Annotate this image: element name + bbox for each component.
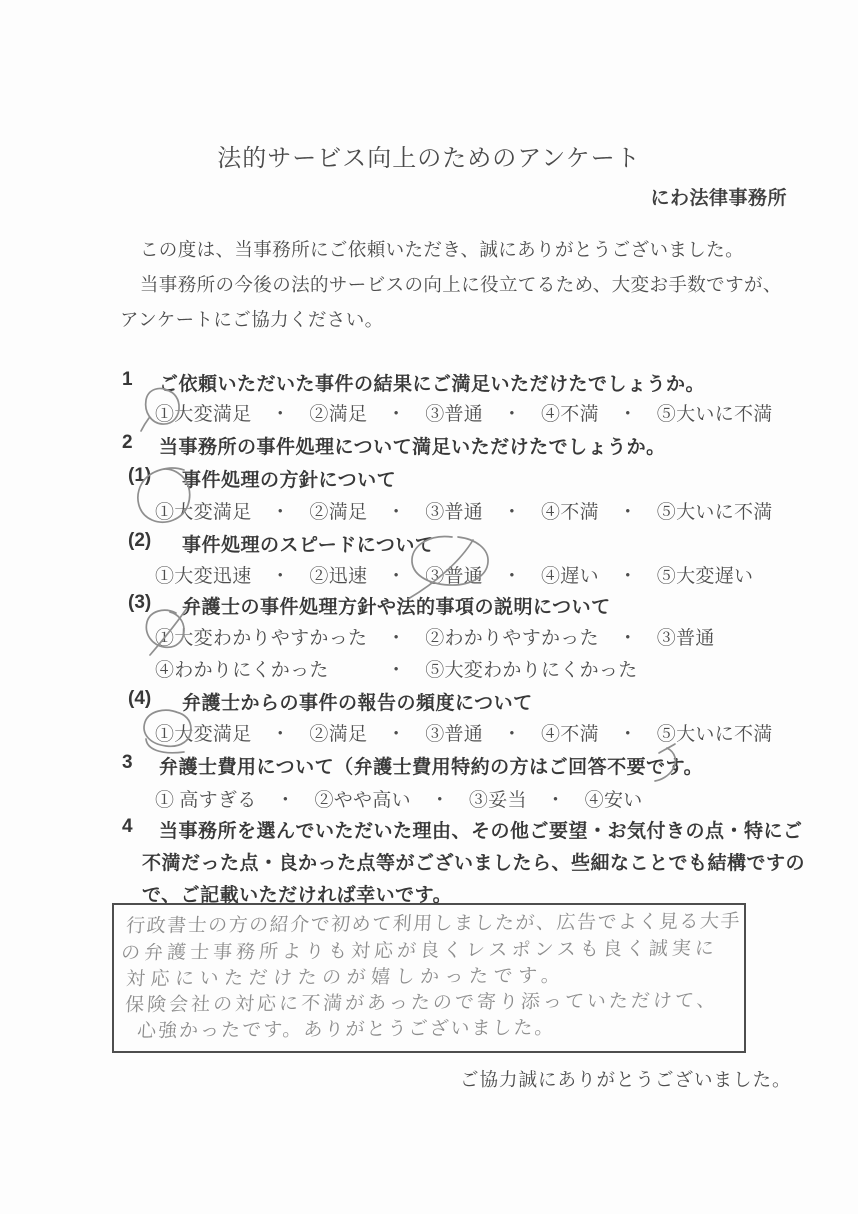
- handwritten-line: 行政書士の方の紹介で初めて利用しましたが、広告でよく見る大手: [125, 911, 742, 938]
- q3-options: ① 高すぎる ・ ②やや高い ・ ③妥当 ・ ④安い: [155, 790, 643, 811]
- handwritten-line: 保険会社の対応に不満があったので寄り添っていただけて、: [124, 990, 720, 1017]
- handwritten-line: の弁護士事務所よりも対応が良くレスポンスも良く誠実に: [120, 938, 719, 965]
- page-title: 法的サービス向上のためのアンケート: [217, 146, 641, 172]
- q2-3-number: (3): [128, 592, 152, 613]
- closing-thanks: ご協力誠にありがとうございました。: [460, 1071, 792, 1091]
- q3-number: 3: [122, 752, 133, 773]
- intro-line: 当事務所の今後の法的サービスの向上に役立てるため、大変お手数ですが、: [121, 276, 782, 296]
- office-name: にわ法律事務所: [650, 188, 787, 209]
- q3-title: 弁護士費用について（弁護士費用特約の方はご回答不要です。: [159, 757, 704, 778]
- q2-1-number: (1): [128, 465, 152, 486]
- q2-1-options: ①大変満足 ・ ②満足 ・ ③普通 ・ ④不満 ・ ⑤大いに不満: [155, 502, 773, 523]
- q2-4-number: (4): [128, 688, 152, 709]
- q2-3-title: 弁護士の事件処理方針や法的事項の説明について: [182, 597, 611, 618]
- q2-2-title: 事件処理のスピードについて: [182, 535, 435, 556]
- q4-line: 不満だった点・良かった点等がございましたら、些細なことでも結構ですの: [142, 853, 806, 874]
- q4-line: 当事務所を選んでいただいた理由、その他ご要望・お気付きの点・特にご: [159, 821, 803, 842]
- q4-line: で、ご記載いただければ幸いです。: [142, 885, 453, 906]
- q1-title: ご依頼いただいた事件の結果にご満足いただけたでしょうか。: [159, 374, 706, 395]
- q2-3-options-line2: ④わかりにくかった ・ ⑤大変わかりにくかった: [155, 660, 638, 681]
- q4-number: 4: [122, 816, 133, 837]
- q2-1-title: 事件処理の方針について: [182, 470, 397, 491]
- q1-options: ①大変満足 ・ ②満足 ・ ③普通 ・ ④不満 ・ ⑤大いに不満: [155, 404, 773, 425]
- q2-2-number: (2): [128, 530, 152, 551]
- intro-line: アンケートにご協力ください。: [120, 311, 384, 331]
- q1-number: 1: [122, 369, 133, 390]
- q2-4-options: ①大変満足 ・ ②満足 ・ ③普通 ・ ④不満 ・ ⑤大いに不満: [155, 724, 773, 745]
- q2-number: 2: [122, 432, 133, 453]
- q2-2-options: ①大変迅速 ・ ②迅速 ・ ③普通 ・ ④遅い ・ ⑤大変遅い: [155, 566, 754, 587]
- handwritten-line: 対応にいただけたのが嬉しかったです。: [125, 965, 567, 991]
- q2-4-title: 弁護士からの事件の報告の頻度について: [182, 693, 533, 714]
- intro-line: この度は、当事務所にご依頼いただき、誠にありがとうございました。: [121, 241, 744, 261]
- handwritten-line: 心強かったです。ありがとうございました。: [136, 1017, 557, 1043]
- q2-title: 当事務所の事件処理について満足いただけたでしょうか。: [159, 437, 666, 458]
- q2-3-options-line1: ①大変わかりやすかった ・ ②わかりやすかった ・ ③普通: [155, 628, 715, 649]
